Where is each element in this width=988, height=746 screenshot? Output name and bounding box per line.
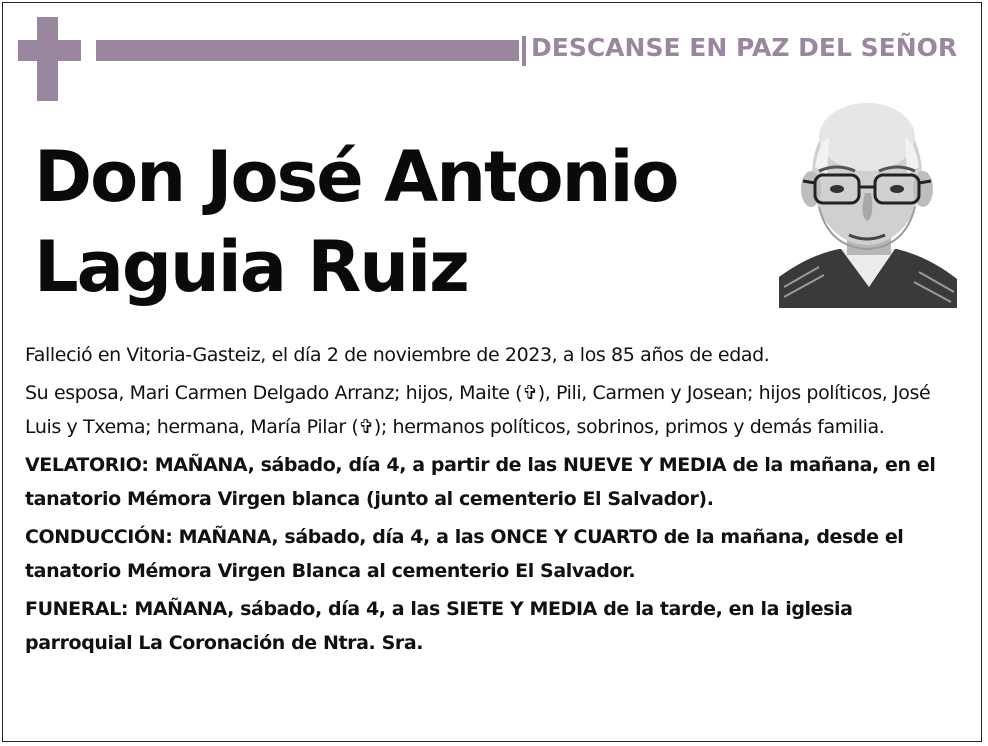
cross-icon-arm [18, 40, 81, 61]
obituary-body [25, 338, 965, 664]
header-rule [96, 40, 519, 61]
header-title: DESCANSE EN PAZ DEL SEÑOR [531, 33, 958, 62]
name-line-2: Laguia Ruiz [34, 226, 468, 308]
deceased-name [34, 132, 678, 312]
portrait-photo [779, 97, 957, 308]
family-list: Su esposa, Mari Carmen Delgado Arranz; hijos, Maite (✞), Pili, Carmen y Josean; hijos políticos, José Luis y Txema; hermana, María Pilar (✞); hermanos políticos, sobrinos, primos y demás familia. [25, 382, 931, 438]
velatorio-notice: VELATORIO: MAÑANA, sábado, día 4, a partir de las NUEVE Y MEDIA de la mañana, en el tanatorio Mémora Virgen blanca (junto al cementerio El Salvador). [25, 454, 936, 510]
header-rule-end [522, 36, 526, 66]
funeral-notice: FUNERAL: MAÑANA, sábado, día 4, a las SIETE Y MEDIA de la tarde, en la iglesia parroquial La Coronación de Ntra. Sra. [25, 598, 853, 654]
conduccion-notice: CONDUCCIÓN: MAÑANA, sábado, día 4, a las ONCE Y CUARTO de la mañana, desde el tanatorio Mémora Virgen Blanca al cementerio El Salvador. [25, 526, 904, 582]
death-notice: Falleció en Vitoria-Gasteiz, el día 2 de noviembre de 2023, a los 85 años de edad. [25, 344, 770, 366]
name-line-1: Don José Antonio [34, 136, 678, 218]
